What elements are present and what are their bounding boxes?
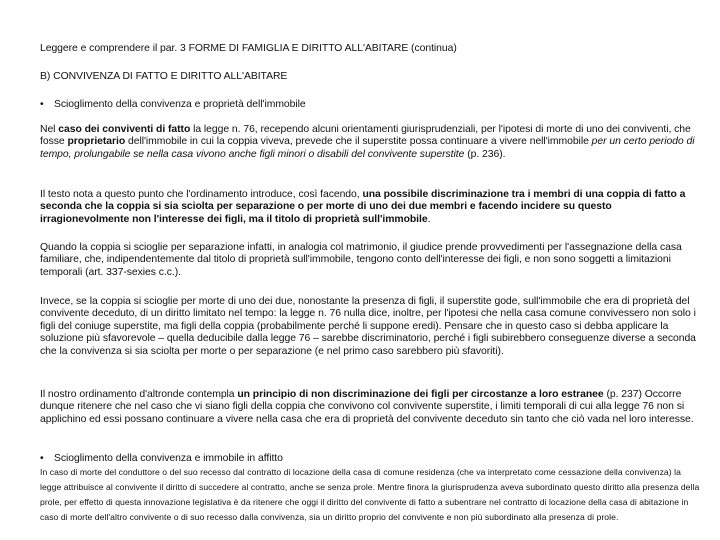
bullet-text: Scioglimento della convivenza e immobile in affitto	[54, 453, 283, 464]
bullet-item-2	[40, 453, 700, 465]
text-run: .	[427, 213, 431, 225]
paragraph-3: Quando la coppia si scioglie per separazione infatti, in analogia col matrimonio, il giudice prende provvedimenti per l'assegnazione della casa familiare, che, indipendentemente dal titolo di proprietà sull'immobile, tengono conto dell'interesse dei figli, e non sono soggetti a limitazioni temporali (art. 337-sexies c.c.).	[40, 242, 682, 278]
bold-run: proprietario	[67, 136, 126, 148]
bullet-item-1	[40, 99, 700, 111]
paragraph-1	[40, 124, 700, 161]
text-run: Il testo nota a questo punto che l'ordinamento introduce, così facendo,	[40, 189, 363, 200]
paragraph-5	[40, 389, 700, 426]
slide-title: Leggere e comprendere il par. 3 FORME DI FAMIGLIA E DIRITTO ALL'ABITARE (continua)	[40, 43, 457, 54]
paragraph-6: In caso di morte del conduttore o del suo recesso dal contratto di locazione della casa di comune residenza (che va interpretato come cessazione della convivenza) la legge attribuisce al convivente il diritto di succedere al contratto, anche se senza prole. Mentre finora la giurisprudenza aveva subordinato questo diritto alla presenza della prole, per effetto di questa innovazione legislativa è da ritenere che oggi il diritto del convivente di fatto a subentrare nel contratto di locazione della casa di abitazione in caso di morte dell'altro convivente o di suo recesso dalla convivenza, sia un diritto proprio del convivente e non più subordinato alla presenza di prole.	[40, 467, 700, 523]
bullet-icon: •	[40, 99, 44, 110]
bullet-text: Scioglimento della convivenza e proprietà dell'immobile	[54, 99, 306, 110]
text-run: la legge n. 76, recependo alcuni orientamenti giurisprudenziali, per l'ipotesi di morte di uno dei conviventi, che fosse	[40, 124, 691, 148]
text-run: (p. 237) Occorre dunque ritenere che nel caso che vi siano figli della coppia che convivono col convivente superstite, i limiti temporali di cui alla legge 76 non si applichino ed essi possano continuare a vivere nella casa che era di proprietà del convivente deceduto sin tanto che ciò vada nel loro interesse.	[40, 389, 694, 425]
text-run: Il nostro ordinamento d'altronde contempla	[40, 389, 238, 400]
text-run: dell'immobile in cui la coppia viveva, prevede che il superstite possa continuare a vivere nell'immobile	[125, 136, 592, 148]
paragraph-2	[40, 189, 700, 226]
italic-run: per un certo periodo di tempo, prolungabile se nella casa vivono anche figli minori o disabili del convivente superstite	[40, 136, 695, 160]
text-run: Nel	[40, 124, 59, 135]
text-run: (p. 236).	[464, 148, 506, 160]
paragraph-4: Invece, se la coppia si scioglie per morte di uno dei due, nonostante la presenza di figli, il superstite gode, sull'immobile che era di proprietà del convivente deceduto, di un diritto limitato nel tempo: la legge n. 76 nulla dice, inoltre, per l'ipotesi che nella casa comune convivessero non solo i figli del coniuge superstite, ma figli della coppia (probabilmente perché li suppone eredi). Pensare che in questo caso si debba applicare la soluzione più sfavorevole – quella deducibile dalla legge 76 – sarebbe discriminatorio, perché i figli subirebbero conseguenze diverse a seconda che la convivenza si sia sciolta per morte o per separazione (e nel primo caso sarebbero più sfavoriti).	[40, 296, 696, 357]
bold-run: una possibile discriminazione tra i membri di una coppia di fatto a seconda che la coppia si sia sciolta per separazione o per morte di uno dei due membri e facendo incidere su questo irragionevolmente non l'interesse dei figli, ma il titolo di proprietà sull'immobile	[40, 189, 686, 225]
bold-run: caso dei conviventi di fatto	[58, 124, 191, 135]
bullet-icon: •	[40, 453, 44, 464]
section-heading: B) CONVIVENZA DI FATTO E DIRITTO ALL'ABITARE	[40, 71, 288, 82]
bold-run: un principio di non discriminazione dei figli per circostanze a loro estranee	[237, 389, 604, 400]
